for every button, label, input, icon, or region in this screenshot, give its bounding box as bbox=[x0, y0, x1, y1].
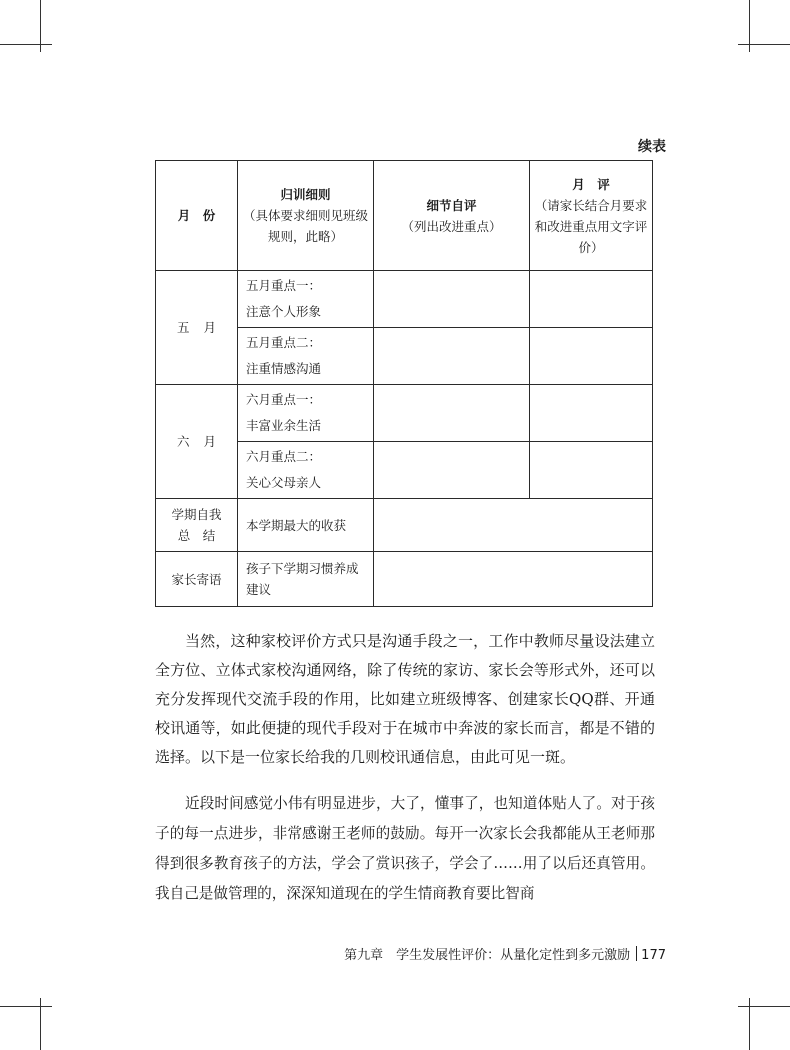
parent-message-item-cell: 孩子下学期习惯养成建议 bbox=[238, 552, 374, 607]
rule-line2: 注意个人形象 bbox=[246, 304, 322, 319]
month-cell-june: 六月 bbox=[156, 385, 238, 499]
rule-cell bbox=[238, 385, 374, 442]
crop-mark-bottom-left-h bbox=[0, 1006, 52, 1007]
crop-mark-bottom-right-v bbox=[749, 998, 750, 1050]
rule-line1: 六月重点二： bbox=[246, 449, 322, 464]
header-self-eval-note: （列出改进重点） bbox=[401, 218, 502, 234]
header-rules-title: 归训细则 bbox=[280, 187, 331, 202]
header-monthly-eval-note: （请家长结合月要求和改进重点用文字评价） bbox=[534, 197, 648, 255]
summary-blank-cell bbox=[374, 499, 653, 552]
table-row bbox=[156, 271, 653, 328]
chapter-title: 第九章 学生发展性评价：从量化定性到多元激励 bbox=[344, 948, 631, 963]
monthly-eval-cell bbox=[530, 271, 653, 328]
header-monthly-eval-title: 月 评 bbox=[572, 176, 610, 192]
monthly-eval-cell bbox=[530, 385, 653, 442]
rule-line2: 注重情感沟通 bbox=[246, 361, 322, 376]
table-header-row bbox=[156, 161, 653, 271]
rule-line1: 五月重点二： bbox=[246, 335, 322, 350]
crop-mark-top-left-v bbox=[40, 0, 41, 52]
table-row bbox=[156, 499, 653, 552]
parent-message-label-cell: 家长寄语 bbox=[156, 552, 238, 607]
page-footer bbox=[300, 944, 666, 963]
rule-line2: 丰富业余生活 bbox=[246, 418, 322, 433]
monthly-eval-cell bbox=[530, 328, 653, 385]
crop-mark-bottom-left-v bbox=[40, 998, 41, 1050]
header-self-eval bbox=[374, 161, 530, 271]
crop-mark-bottom-right-h bbox=[738, 1006, 790, 1007]
footer-divider bbox=[636, 946, 637, 961]
crop-mark-top-left-h bbox=[0, 44, 52, 45]
table-row bbox=[156, 385, 653, 442]
summary-item-cell: 本学期最大的收获 bbox=[238, 499, 374, 552]
header-rules bbox=[238, 161, 374, 271]
continued-table-label: 续表 bbox=[638, 139, 666, 155]
evaluation-table bbox=[155, 160, 653, 607]
rule-cell bbox=[238, 442, 374, 499]
self-eval-cell bbox=[374, 328, 530, 385]
rule-line1: 五月重点一： bbox=[246, 278, 322, 293]
crop-mark-top-right-v bbox=[749, 0, 750, 52]
month-cell-may: 五月 bbox=[156, 271, 238, 385]
header-self-eval-title: 细节自评 bbox=[426, 197, 477, 213]
header-monthly-eval bbox=[530, 161, 653, 271]
self-eval-cell bbox=[374, 442, 530, 499]
header-month-label: 月 份 bbox=[177, 208, 216, 223]
quoted-message-paragraph: 近段时间感觉小伟有明显进步，大了，懂事了，也知道体贴人了。对于孩子的每一点进步，非常感谢王老师的鼓励。每开一次家长会我都能从王老师那得到很多教育孩子的方法，学会了赏识孩子，学会了……用了以后还真管用。我自己是做管理的，深深知道现在的学生情商教育要比智商 bbox=[155, 795, 655, 902]
self-eval-cell bbox=[374, 271, 530, 328]
monthly-eval-cell bbox=[530, 442, 653, 499]
summary-label-line2: 总 结 bbox=[177, 528, 216, 543]
header-rules-note: （具体要求细则见班级规则，此略） bbox=[242, 208, 368, 244]
page-number: 177 bbox=[641, 948, 666, 963]
rule-cell bbox=[238, 328, 374, 385]
body-paragraph: 当然，这种家校评价方式只是沟通手段之一，工作中教师尽量设法建立全方位、立体式家校沟通网络，除了传统的家访、家长会等形式外，还可以充分发挥现代交流手段的作用，比如建立班级博客、创建家长QQ群、开通校讯通等，如此便捷的现代手段对于在城市中奔波的家长而言，都是不错的选择。以下是一位家长给我的几则校讯通信息，由此可见一斑。 bbox=[155, 632, 655, 766]
self-eval-cell bbox=[374, 385, 530, 442]
crop-mark-top-right-h bbox=[738, 44, 790, 45]
summary-label-line1: 学期自我 bbox=[171, 507, 222, 522]
rule-line1: 六月重点一： bbox=[246, 392, 322, 407]
rule-cell bbox=[238, 271, 374, 328]
rule-line2: 关心父母亲人 bbox=[246, 475, 322, 490]
parent-message-blank-cell bbox=[374, 552, 653, 607]
summary-label-cell bbox=[156, 499, 238, 552]
table-row bbox=[156, 552, 653, 607]
header-month bbox=[156, 161, 238, 271]
